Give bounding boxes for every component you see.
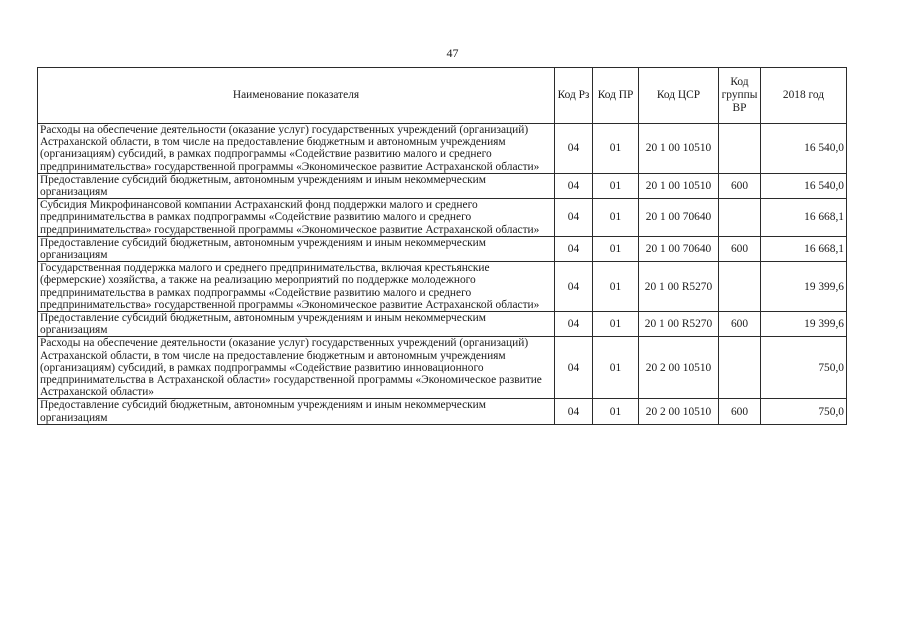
- row-csr: 20 1 00 70640: [639, 236, 719, 261]
- row-name: Расходы на обеспечение деятельности (оказание услуг) государственных учреждений (организаций) Астраханской области, в том числе на предоставление бюджетным и автономным учреждениям (организациям) субсидий, в рамках подпрограммы «Содействие развитию инновационного предпринимательства в Астраханской области» государственной программы «Экономическое развитие Астраханской области»: [38, 337, 555, 399]
- row-pr: 01: [593, 236, 639, 261]
- table-row: [38, 337, 847, 399]
- row-pr: 01: [593, 337, 639, 399]
- table-header: [38, 68, 847, 124]
- page-number: 47: [446, 46, 459, 60]
- table-row: [38, 399, 847, 424]
- row-vr: 600: [719, 236, 761, 261]
- table-row: [38, 173, 847, 198]
- row-pr: 01: [593, 124, 639, 174]
- row-pr: 01: [593, 262, 639, 312]
- table-body: [38, 124, 847, 425]
- row-vr: [719, 262, 761, 312]
- table-row: [38, 124, 847, 174]
- row-name: Предоставление субсидий бюджетным, автономным учреждениям и иным некоммерческим организациям: [38, 399, 555, 424]
- table-row: [38, 199, 847, 237]
- row-amount: 19 399,6: [761, 312, 847, 337]
- row-amount: 750,0: [761, 399, 847, 424]
- header-row: [38, 68, 847, 124]
- row-name: Предоставление субсидий бюджетным, автономным учреждениям и иным некоммерческим организациям: [38, 312, 555, 337]
- row-amount: 19 399,6: [761, 262, 847, 312]
- row-rz: 04: [555, 173, 593, 198]
- row-rz: 04: [555, 399, 593, 424]
- row-rz: 04: [555, 262, 593, 312]
- row-rz: 04: [555, 312, 593, 337]
- row-amount: 16 668,1: [761, 199, 847, 237]
- row-vr: [719, 124, 761, 174]
- table-row: [38, 312, 847, 337]
- row-vr: 600: [719, 173, 761, 198]
- row-rz: 04: [555, 124, 593, 174]
- row-name: Предоставление субсидий бюджетным, автономным учреждениям и иным некоммерческим организациям: [38, 173, 555, 198]
- table-row: [38, 262, 847, 312]
- header-year: 2018 год: [761, 68, 847, 124]
- row-csr: 20 1 00 R5270: [639, 312, 719, 337]
- row-vr: 600: [719, 399, 761, 424]
- row-vr: [719, 337, 761, 399]
- header-rz: Код Рз: [555, 68, 593, 124]
- row-amount: 16 540,0: [761, 173, 847, 198]
- budget-table: [37, 67, 847, 425]
- row-pr: 01: [593, 199, 639, 237]
- row-name: Субсидия Микрофинансовой компании Астраханский фонд поддержки малого и среднего предпринимательства в рамках подпрограммы «Содействие развитию малого и среднего предпринимательства» государственной программы «Экономическое развитие Астраханской области»: [38, 199, 555, 237]
- row-csr: 20 2 00 10510: [639, 337, 719, 399]
- header-csr: Код ЦСР: [639, 68, 719, 124]
- row-name: Государственная поддержка малого и среднего предпринимательства, включая крестьянские (фермерские) хозяйства, а также на реализацию мероприятий по поддержке молодежного предпринимательства в рамках подпрограммы «Содействие развитию малого и среднего предпринимательства» государственной программы «Экономическое развитие Астраханской области»: [38, 262, 555, 312]
- row-csr: 20 2 00 10510: [639, 399, 719, 424]
- row-csr: 20 1 00 10510: [639, 124, 719, 174]
- row-amount: 16 540,0: [761, 124, 847, 174]
- row-pr: 01: [593, 312, 639, 337]
- row-csr: 20 1 00 R5270: [639, 262, 719, 312]
- row-vr: 600: [719, 312, 761, 337]
- row-name: Расходы на обеспечение деятельности (оказание услуг) государственных учреждений (организаций) Астраханской области, в том числе на предоставление бюджетным и автономным учреждениям (организациям) субсидий, в рамках подпрограммы «Содействие развитию малого и среднего предпринимательства» государственной программы «Экономическое развитие Астраханской области»: [38, 124, 555, 174]
- table-row: [38, 236, 847, 261]
- row-pr: 01: [593, 399, 639, 424]
- row-rz: 04: [555, 337, 593, 399]
- row-amount: 16 668,1: [761, 236, 847, 261]
- row-rz: 04: [555, 236, 593, 261]
- row-rz: 04: [555, 199, 593, 237]
- row-csr: 20 1 00 70640: [639, 199, 719, 237]
- row-amount: 750,0: [761, 337, 847, 399]
- header-pr: Код ПР: [593, 68, 639, 124]
- row-name: Предоставление субсидий бюджетным, автономным учреждениям и иным некоммерческим организациям: [38, 236, 555, 261]
- row-pr: 01: [593, 173, 639, 198]
- row-vr: [719, 199, 761, 237]
- header-vr: Код группы ВР: [719, 68, 761, 124]
- row-csr: 20 1 00 10510: [639, 173, 719, 198]
- header-name: Наименование показателя: [38, 68, 555, 124]
